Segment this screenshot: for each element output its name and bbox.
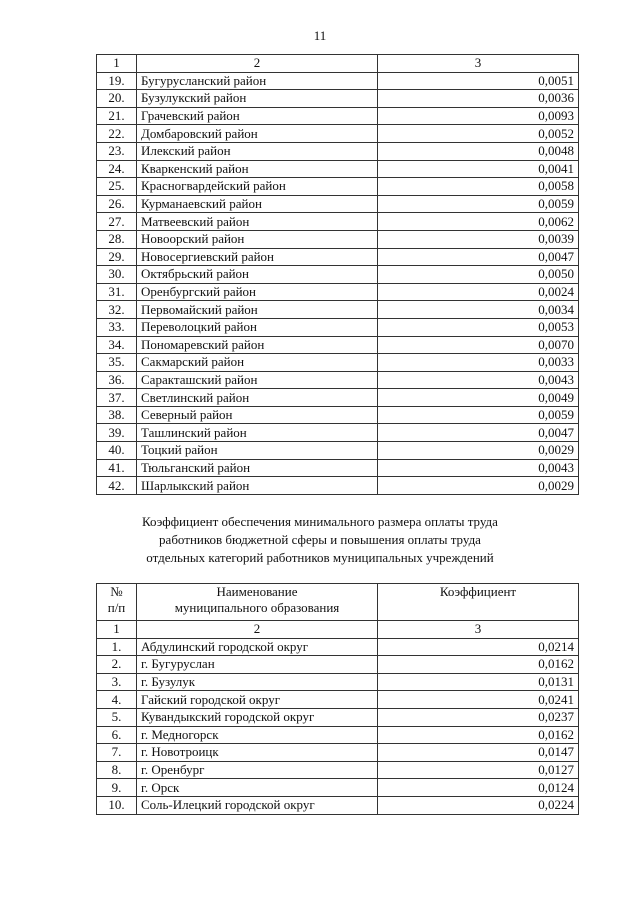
row-value: 0,0029 [378,477,579,495]
row-number: 4. [97,691,137,709]
row-name: Кваркенский район [137,160,378,178]
table-row [97,442,579,460]
row-value: 0,0214 [378,638,579,656]
row-number: 26. [97,195,137,213]
table-row [97,160,579,178]
row-number: 7. [97,744,137,762]
table-row [97,371,579,389]
row-number: 40. [97,442,137,460]
row-number: 34. [97,336,137,354]
row-name: Бузулукский район [137,90,378,108]
row-value: 0,0041 [378,160,579,178]
row-number: 27. [97,213,137,231]
row-value: 0,0237 [378,708,579,726]
row-name: Соль-Илецкий городской округ [137,796,378,814]
row-name: Сакмарский район [137,354,378,372]
row-value: 0,0051 [378,72,579,90]
row-number: 10. [97,796,137,814]
row-value: 0,0029 [378,442,579,460]
row-number: 33. [97,318,137,336]
row-name: Домбаровский район [137,125,378,143]
section-title-line: отдельных категорий работников муниципальных учреждений [146,550,494,565]
row-number: 28. [97,230,137,248]
row-name: Октябрьский район [137,266,378,284]
row-value: 0,0047 [378,424,579,442]
section-title-line: Коэффициент обеспечения минимального размера оплаты труда [142,514,498,529]
row-value: 0,0052 [378,125,579,143]
row-value: 0,0062 [378,213,579,231]
table-row [97,726,579,744]
row-value: 0,0047 [378,248,579,266]
row-name: г. Бузулук [137,673,378,691]
table-row [97,761,579,779]
row-name: Абдулинский городской округ [137,638,378,656]
table-row [97,266,579,284]
row-number: 42. [97,477,137,495]
row-number: 20. [97,90,137,108]
table-index-row [97,55,579,73]
row-name: Матвеевский район [137,213,378,231]
row-number: 41. [97,459,137,477]
table-row [97,125,579,143]
row-name: Курманаевский район [137,195,378,213]
row-number: 22. [97,125,137,143]
row-name: г. Бугуруслан [137,656,378,674]
row-name: Светлинский район [137,389,378,407]
district-coefficient-table [96,54,579,495]
row-number: 9. [97,779,137,797]
table-row [97,213,579,231]
column-index-1: 1 [97,55,137,73]
row-name: Красногвардейский район [137,178,378,196]
table-row [97,354,579,372]
row-number: 23. [97,142,137,160]
row-value: 0,0049 [378,389,579,407]
table-row [97,406,579,424]
row-name: Илекский район [137,142,378,160]
page-number: 11 [313,28,327,43]
row-number: 32. [97,301,137,319]
table-row [97,283,579,301]
row-value: 0,0127 [378,761,579,779]
row-value: 0,0048 [378,142,579,160]
column-index-2: 2 [137,621,378,639]
row-number: 1. [97,638,137,656]
row-value: 0,0039 [378,230,579,248]
row-value: 0,0058 [378,178,579,196]
table-row [97,656,579,674]
table-index-row [97,621,579,639]
table-row [97,248,579,266]
row-value: 0,0147 [378,744,579,762]
row-name: Новосергиевский район [137,248,378,266]
table-row [97,796,579,814]
table-row [97,318,579,336]
row-number: 29. [97,248,137,266]
row-value: 0,0043 [378,371,579,389]
row-number: 6. [97,726,137,744]
row-name: Гайский городской округ [137,691,378,709]
row-name: Бугурусланский район [137,72,378,90]
table-row [97,673,579,691]
row-number: 19. [97,72,137,90]
section-title-line: работников бюджетной сферы и повышения оплаты труда [159,532,481,547]
table-row [97,459,579,477]
row-number: 38. [97,406,137,424]
row-value: 0,0070 [378,336,579,354]
row-value: 0,0093 [378,107,579,125]
row-name: Северный район [137,406,378,424]
row-number: 36. [97,371,137,389]
row-name: Шарлыкский район [137,477,378,495]
row-number: 8. [97,761,137,779]
row-value: 0,0036 [378,90,579,108]
row-number: 31. [97,283,137,301]
row-name: Кувандыкский городской округ [137,708,378,726]
table-row [97,72,579,90]
table-row [97,638,579,656]
table-row [97,424,579,442]
table-row [97,142,579,160]
row-number: 2. [97,656,137,674]
column-index-1: 1 [97,621,137,639]
row-value: 0,0053 [378,318,579,336]
row-value: 0,0024 [378,283,579,301]
table-row [97,744,579,762]
row-name: Грачевский район [137,107,378,125]
row-number: 37. [97,389,137,407]
row-number: 5. [97,708,137,726]
row-value: 0,0043 [378,459,579,477]
row-name: Оренбургский район [137,283,378,301]
row-name: Новоорский район [137,230,378,248]
row-name: Тоцкий район [137,442,378,460]
row-number: 3. [97,673,137,691]
row-number: 25. [97,178,137,196]
row-name: Пономаревский район [137,336,378,354]
section-title [0,513,640,567]
row-value: 0,0131 [378,673,579,691]
row-value: 0,0224 [378,796,579,814]
row-number: 24. [97,160,137,178]
municipal-coefficient-table [96,583,579,815]
row-value: 0,0124 [378,779,579,797]
row-name: Саракташский район [137,371,378,389]
row-value: 0,0034 [378,301,579,319]
header-number: № п/п [97,584,137,621]
row-value: 0,0033 [378,354,579,372]
column-index-3: 3 [378,621,579,639]
header-name: Наименование муниципального образования [137,584,378,621]
table-row [97,691,579,709]
row-name: Первомайский район [137,301,378,319]
row-name: Тюльганский район [137,459,378,477]
table-row [97,336,579,354]
row-value: 0,0050 [378,266,579,284]
row-value: 0,0241 [378,691,579,709]
table-row [97,708,579,726]
table-row [97,389,579,407]
row-number: 39. [97,424,137,442]
row-name: г. Медногорск [137,726,378,744]
table-row [97,90,579,108]
row-name: Ташлинский район [137,424,378,442]
table-row [97,230,579,248]
row-name: г. Новотроицк [137,744,378,762]
row-name: г. Оренбург [137,761,378,779]
column-index-3: 3 [378,55,579,73]
column-index-2: 2 [137,55,378,73]
table-row [97,779,579,797]
row-name: Переволоцкий район [137,318,378,336]
row-value: 0,0162 [378,656,579,674]
header-coefficient: Коэффициент [378,584,579,621]
row-value: 0,0059 [378,406,579,424]
table-row [97,107,579,125]
row-value: 0,0162 [378,726,579,744]
row-number: 21. [97,107,137,125]
row-number: 35. [97,354,137,372]
table-row [97,301,579,319]
table-row [97,178,579,196]
table-row [97,477,579,495]
row-name: г. Орск [137,779,378,797]
table-header-row [97,584,579,621]
row-number: 30. [97,266,137,284]
row-value: 0,0059 [378,195,579,213]
table-row [97,195,579,213]
